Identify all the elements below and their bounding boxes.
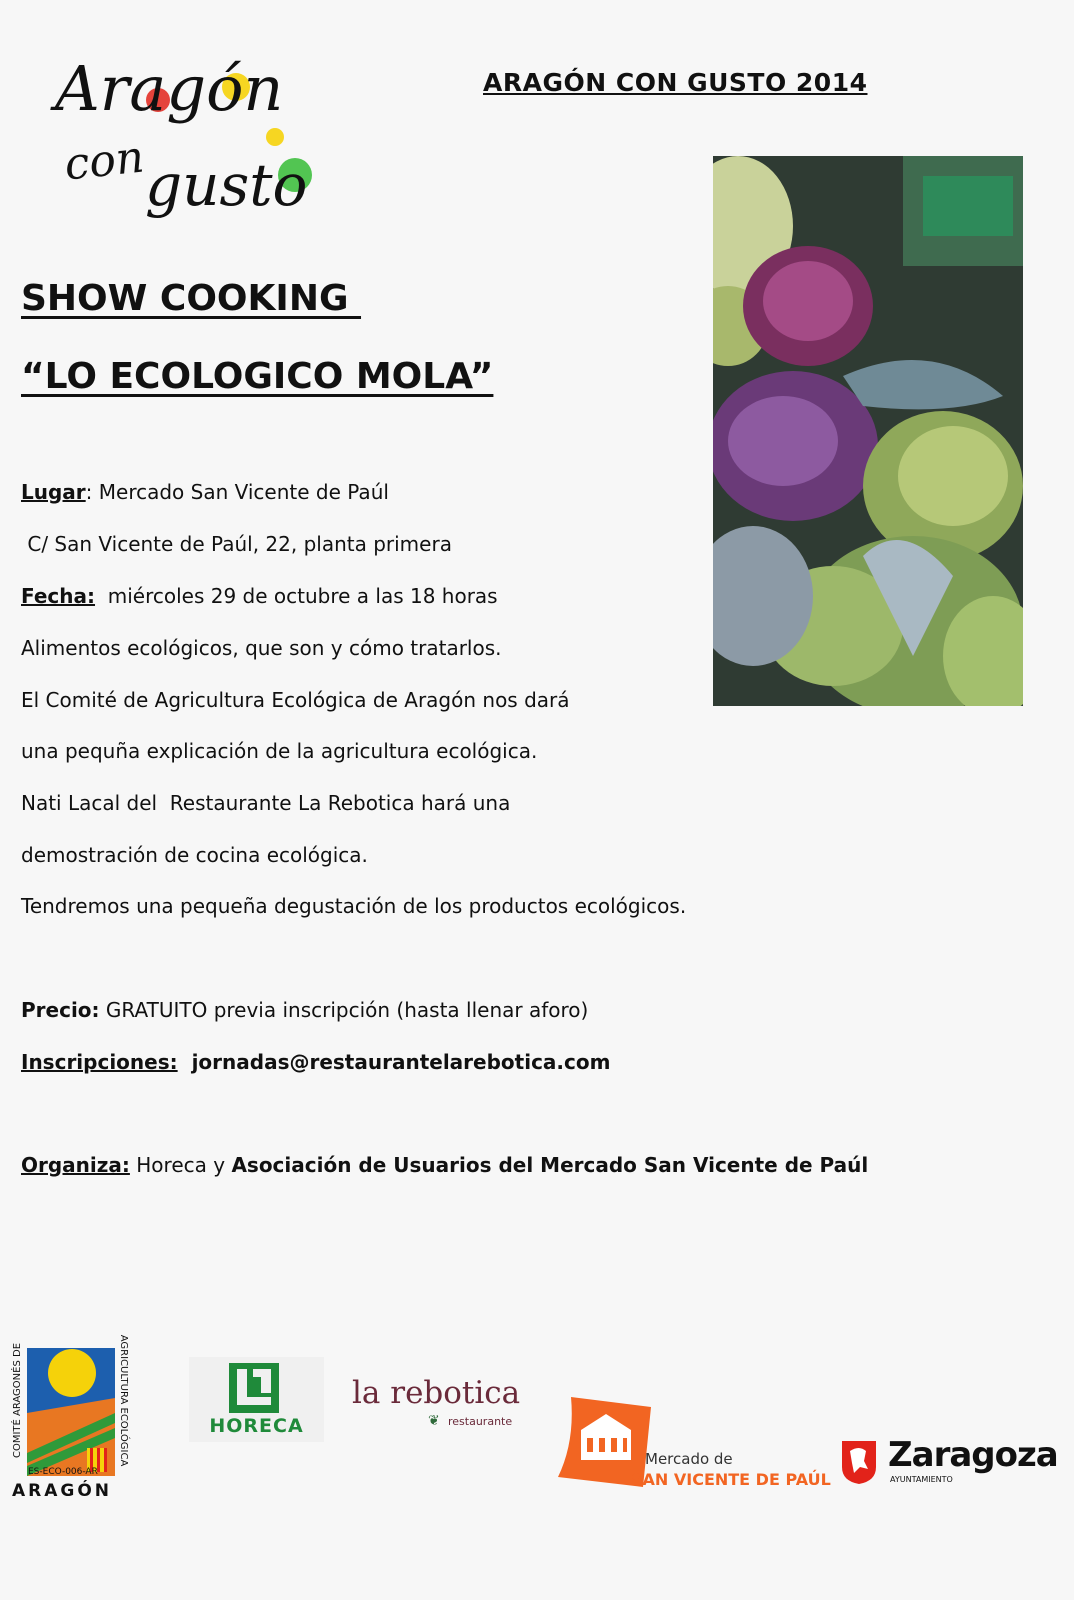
mercado-logo (553, 1392, 831, 1492)
fecha-label: Fecha: (21, 584, 96, 608)
horeca-logo (189, 1357, 324, 1442)
lugar-value: : Mercado San Vicente de Paúl (85, 480, 389, 504)
horeca-text: HORECA (209, 1415, 304, 1437)
comite-right-text: AGRICULTURA ECOLÓGICA (118, 1334, 129, 1467)
rebotica-text: la rebotica (352, 1375, 521, 1411)
precio-value: GRATUITO previa inscripción (hasta llenar aforo) (99, 998, 589, 1022)
fecha-value: miércoles 29 de octubre a las 18 horas (95, 584, 498, 608)
fecha-line (21, 584, 498, 608)
precio-line (21, 998, 588, 1022)
leaf-icon: ❦ (428, 1413, 440, 1429)
organiza-label: Organiza: (21, 1153, 130, 1177)
organiza-mid: Horeca y (129, 1153, 232, 1177)
paragraph-5: demostración de cocina ecológica. (21, 843, 368, 867)
comite-emblem (27, 1328, 115, 1476)
comite-region: ARAGÓN (12, 1481, 113, 1501)
page-title: ARAGÓN CON GUSTO 2014 (483, 68, 868, 97)
inscripciones-email[interactable]: jornadas@restaurantelarebotica.com (177, 1050, 611, 1074)
comite-agricultura-logo (10, 1325, 130, 1505)
address-line: C/ San Vicente de Paúl, 22, planta primera (21, 532, 452, 556)
paragraph-3: una pequña explicación de la agricultura ecológica. (21, 739, 538, 763)
svg-text:gusto: gusto (145, 151, 308, 219)
rebotica-sub: restaurante (448, 1415, 513, 1428)
organiza-association: Asociación de Usuarios del Mercado San Vicente de Paúl (231, 1153, 869, 1177)
mercado-line1: Mercado de (645, 1450, 733, 1468)
lugar-label: Lugar (21, 480, 86, 504)
zaragoza-text: Zaragoza (888, 1435, 1058, 1475)
la-rebotica-logo (350, 1365, 520, 1445)
horeca-icon (229, 1363, 279, 1413)
inscripciones-label: Inscripciones: (21, 1050, 178, 1074)
vegetables-photo (713, 156, 1023, 706)
svg-text:con: con (62, 131, 147, 191)
zaragoza-sub: AYUNTAMIENTO (890, 1475, 953, 1484)
paragraph-1: Alimentos ecológicos, que son y cómo tratarlos. (21, 636, 502, 660)
zaragoza-logo (840, 1435, 1058, 1492)
organiza-line (21, 1153, 868, 1177)
paragraph-2: El Comité de Agricultura Ecológica de Aragón nos dará (21, 688, 570, 712)
paragraph-4: Nati Lacal del Restaurante La Rebotica hará una (21, 791, 511, 815)
lion-shield-icon (840, 1439, 878, 1485)
lugar-line (21, 480, 389, 504)
svg-text:Aragón: Aragón (55, 52, 284, 125)
comite-code: ES-ECO-006-AR (28, 1467, 98, 1477)
aragon-con-gusto-logo (50, 25, 320, 230)
mercado-line2: SAN VICENTE DE PAÚL (631, 1470, 831, 1489)
heading-lo-ecologico-mola: “LO ECOLOGICO MOLA” (21, 356, 494, 397)
precio-label: Precio: (21, 998, 100, 1022)
paragraph-6: Tendremos una pequeña degustación de los productos ecológicos. (21, 894, 687, 918)
heading-show-cooking: SHOW COOKING (21, 278, 362, 319)
inscripciones-line (21, 1050, 610, 1074)
comite-left-text: COMITÉ ARAGONÉS DE (12, 1342, 23, 1459)
